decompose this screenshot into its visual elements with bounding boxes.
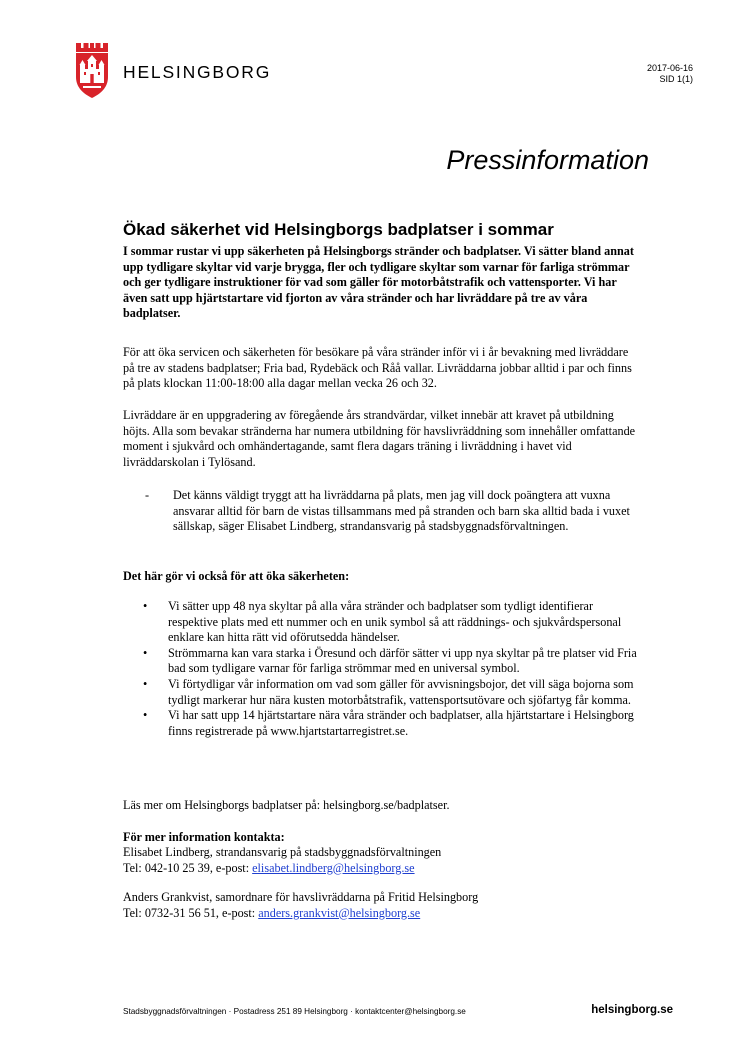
brand-wordmark: HELSINGBORG	[123, 62, 272, 82]
bullet-icon: •	[143, 676, 148, 691]
bullet-icon: •	[143, 645, 148, 660]
measures-heading: Det här gör vi också för att öka säkerheten:	[123, 569, 350, 583]
contact-block-1	[123, 845, 639, 876]
press-headline: Ökad säkerhet vid Helsingborgs badplatser i sommar	[123, 220, 554, 239]
document-date: 2017-06-16	[646, 63, 693, 73]
page-number: SID 1(1)	[659, 74, 693, 84]
measure-text: Vi sätter upp 48 nya skyltar på alla våra stränder och badplatser som tydligt identifierar respektive plats med ett nummer och en unik symbol så att räddnings- och sjukvårdspersonal enklare kan hitta rätt vid oförutsedda händelser.	[168, 599, 622, 645]
quote-dash: -	[145, 488, 150, 502]
contact-phone: Tel: 042-10 25 39, e-post:	[123, 860, 253, 875]
list-item	[123, 708, 639, 739]
helsingborg-crest-logo	[74, 43, 110, 98]
contact-block-2	[123, 890, 639, 921]
document-meta	[647, 63, 693, 85]
measure-text: Vi har satt upp 14 hjärtstartare nära våra stränder och badplatser, alla hjärtstartare i Helsingborg finns registrerade på www.hjartstartarregistret.se.	[168, 708, 634, 738]
contact-phone-line	[123, 906, 639, 922]
measure-text: Vi förtydligar vår information om vad som gäller för avvisningsbojor, det vill säga bojorna som tydligt markerar hur nära kusten motorbåtstrafik, vattensportsutövare och sjöfartyg får komma.	[168, 676, 634, 707]
footer-website: helsingborg.se	[591, 1004, 673, 1016]
contact-name-role: Elisabet Lindberg, strandansvarig på stadsbyggnadsförvaltningen	[123, 845, 442, 859]
bullet-icon: •	[143, 708, 148, 723]
contact-phone-line	[123, 861, 639, 877]
quote-text: Det känns väldigt tryggt att ha livräddarna på plats, men jag vill dock poängtera att vuxna ansvarar alltid för barn de vistas tillsammans med på stranden och barn ska alltid bada i vuxet sällskap, säger Elisabet Lindberg, strandansvarig på stadsbyggnadsförvaltningen.	[173, 488, 630, 534]
contact-heading: För mer information kontakta:	[123, 830, 285, 844]
measures-list	[123, 599, 639, 739]
body-paragraph-2: Livräddare är en uppgradering av föregående års strandvärdar, vilket innebär att kravet på utbildning höjts. Alla som bevakar stränderna har numera utbildning för havslivräddning som innehåller omfattande moment i sjukvård och omhändertagande, samt flera dagars träning i livräddning i havet vid livräddarskolan i Tylösand.	[123, 408, 636, 469]
list-item	[123, 599, 639, 646]
email-link[interactable]: elisabet.lindberg@helsingborg.se	[252, 860, 415, 875]
lead-paragraph: I sommar rustar vi upp säkerheten på Helsingborgs stränder och badplatser. Vi sätter bland annat upp tydligare skyltar vid varje brygga, fler och tydligare skyltar som varnar för farliga strömmar och ger tydligare instruktioner för vad som gäller för motorbåtstrafik och vattensporter. Vi har även satt upp hjärtstartare vid fjorton av våra stränder och har livräddare på tre av våra badplatser.	[123, 244, 634, 321]
contact-name-role: Anders Grankvist, samordnare för havslivräddarna på Fritid Helsingborg	[123, 890, 479, 904]
body-paragraph-1: För att öka servicen och säkerheten för besökare på våra stränder inför vi i år bevakning med livräddare på tre av stadens badplatser; Fria bad, Rydebäck och Råå vallar. Livräddarna jobbar alltid i par och finns på plats klockan 11:00-18:00 alla dagar mellan vecka 26 och 32.	[123, 345, 632, 391]
list-item	[123, 677, 639, 708]
bullet-icon: •	[143, 599, 148, 613]
email-link[interactable]: anders.grankvist@helsingborg.se	[258, 905, 421, 920]
contact-phone: Tel: 0732-31 56 51, e-post:	[123, 905, 259, 920]
footer-address: Stadsbyggnadsförvaltningen · Postadress 251 89 Helsingborg · kontaktcenter@helsingborg.se	[123, 1007, 466, 1016]
document-type-title: Pressinformation	[446, 145, 649, 175]
list-item	[123, 646, 639, 677]
measure-text: Strömmarna kan vara starka i Öresund och därför sätter vi upp nya skyltar på tre platser vid Fria bad som tydligare varnar för farliga strömmar med en universal symbol.	[168, 645, 637, 676]
read-more-text: Läs mer om Helsingborgs badplatser på: helsingborg.se/badplatser.	[123, 798, 450, 812]
quote-block	[123, 488, 639, 535]
